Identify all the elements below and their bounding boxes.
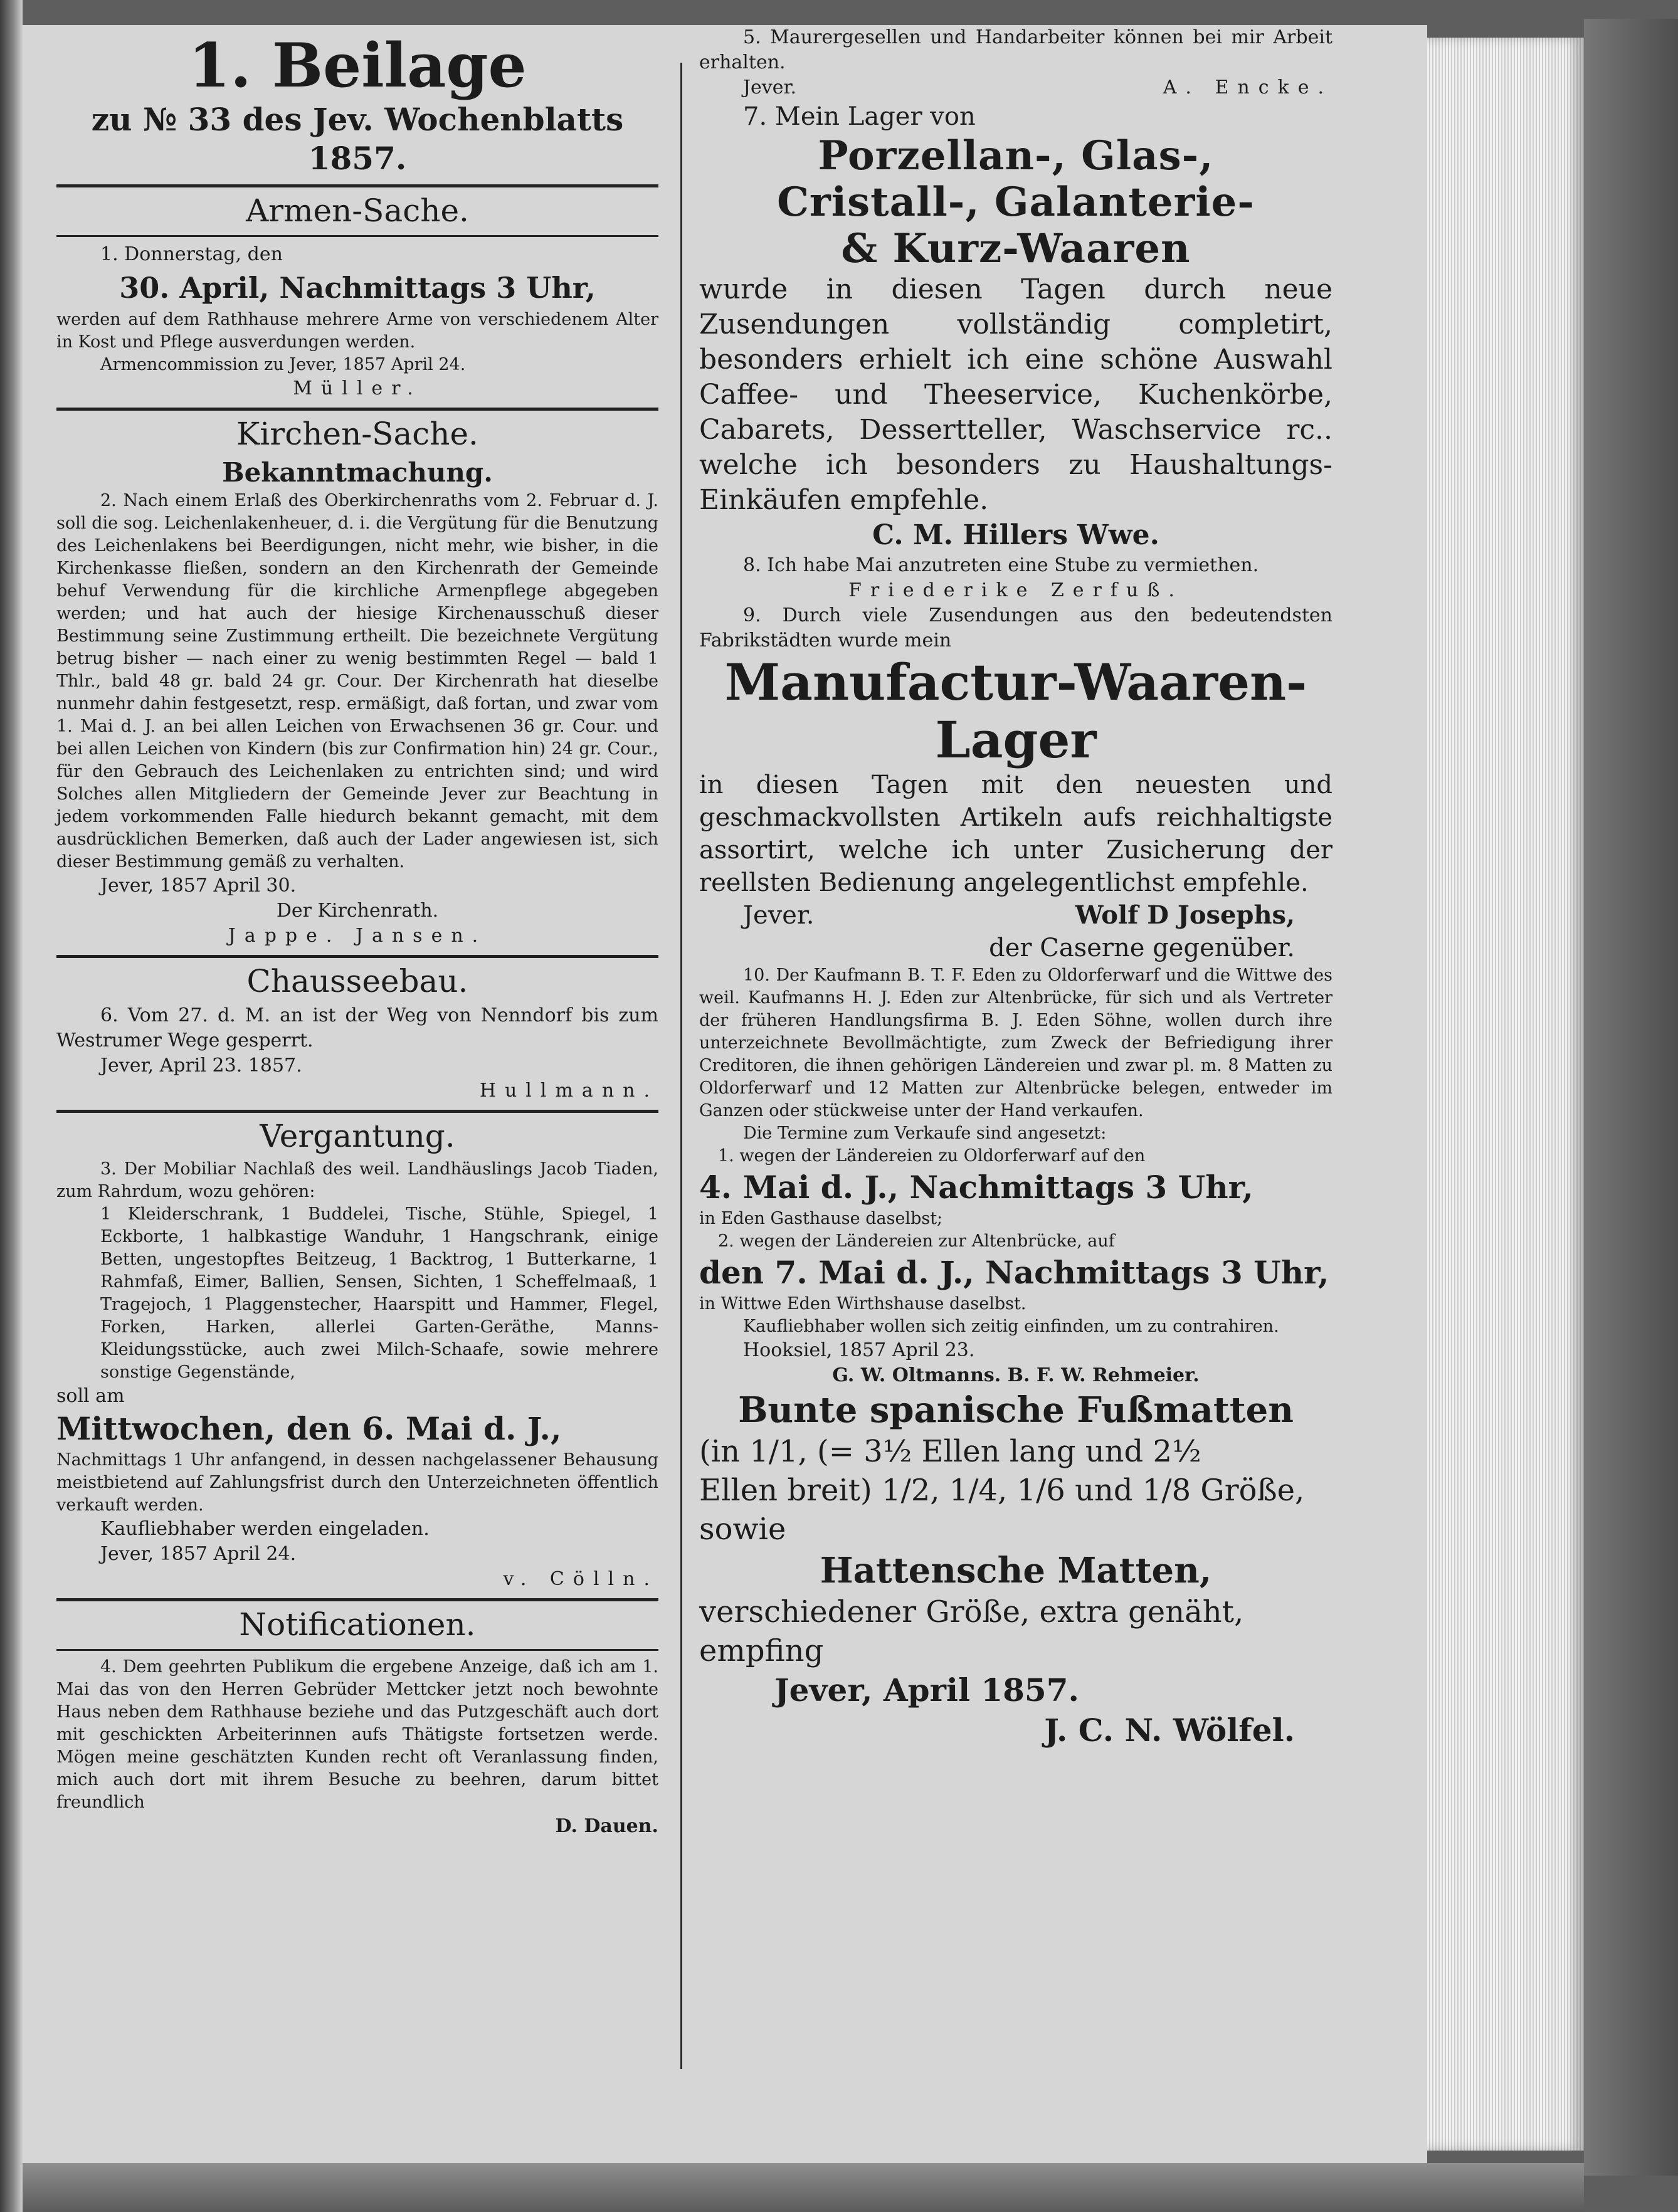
notice-line: Kaufliebhaber wollen sich zeitig einfinden, um zu contrahiren. <box>743 1317 1279 1336</box>
notice-signature-line: der Caserne gegenüber. <box>989 934 1295 962</box>
notice-signature: v. Cölln. <box>503 1568 658 1590</box>
book-cover-edge <box>1584 19 1678 2176</box>
notice-place: Jever, April 1857. <box>774 1672 1079 1709</box>
notice-5 <box>699 25 1332 100</box>
notice-signature: C. M. Hillers Wwe. <box>872 519 1159 551</box>
notice-line: (in 1/1, (= 3½ Ellen lang und 2½ <box>699 1434 1201 1469</box>
book-fore-edge <box>1427 38 1584 2151</box>
divider <box>56 235 658 237</box>
notice-line: Kaufliebhaber werden eingeladen. <box>100 1518 430 1540</box>
notice-9 <box>699 603 1332 964</box>
notice-body: in diesen Tagen mit den neuesten und geschmackvollsten Artikeln aufs reichhaltigste assortirt, welche ich unter Zusicherung der reellsten Bedienung angelegentlichst empfehle. <box>699 771 1332 897</box>
notice-body: 10. Der Kaufmann B. T. F. Eden zu Oldorferwarf und die Wittwe des weil. Kaufmanns H. J. Eden zur Altenbrücke, für sich und als Vertreter der früheren Handlungsfirma B. J. Eden Söhne, wollen durch ihre unterzeichnete Bevollmächtigte, zum Zweck der Befriedigung ihrer Creditoren, die ihnen gehörigen Ländereien und zwar pl. m. 8 Matten zu Oldorferwarf und 12 Matten zur Altenbrücke belegen, entweder im Ganzen oder stückweise unter der Hand verkaufen. <box>699 966 1332 1120</box>
notice-display-line: Porzellan-, Glas-, <box>818 132 1214 179</box>
notice-signature: Wolf D Josephs, <box>1075 900 1295 930</box>
notice-line: soll am <box>56 1385 125 1407</box>
notice-place: Jever, April 23. 1857. <box>100 1055 302 1077</box>
notice-body: 3. Der Mobiliar Nachlaß des weil. Landhäuslings Jacob Tiaden, zum Rahrdum, wozu gehören: <box>56 1159 658 1201</box>
notice-body: 6. Vom 27. d. M. an ist der Weg von Nenndorf bis zum Westrumer Wege gesperrt. <box>56 1004 658 1051</box>
notice-line: empfing <box>699 1633 824 1668</box>
notice-body: 4. Dem geehrten Publikum die ergebene Anzeige, daß ich am 1. Mai das von den Herren Gebrüder Mettcker jetzt noch bewohnte Haus neben dem Rathhause beziehe und das Putzgeschäft auch dort mit geschickten Arbeiterinnen aufs Thätigste fortsetzen werde. Mögen meine geschätzten Kunden recht oft Veranlassung finden, mich auch dort mit ihrem Besuche zu beehren, darum bittet freundlich <box>56 1657 658 1812</box>
section-kirchen <box>56 414 658 949</box>
notice-11 <box>699 1388 1332 1751</box>
notice-body: Nachmittags 1 Uhr anfangend, in dessen nachgelassener Behausung meistbietend auf Zahlungsfrist durch den Unterzeichneten öffentlich verkauft werden. <box>56 1450 658 1515</box>
section-heading: Notificationen. <box>239 1606 476 1643</box>
notice-intro: 7. Mein Lager von <box>743 102 976 131</box>
right-column <box>699 25 1332 1751</box>
notice-date: Mittwochen, den 6. Mai d. J., <box>56 1410 562 1447</box>
left-column <box>56 25 658 1839</box>
divider <box>56 408 658 411</box>
notice-signature: Hullmann. <box>479 1080 658 1102</box>
notice-place: Jever. <box>743 901 815 930</box>
notice-display-line: Lager <box>935 710 1097 769</box>
notice-body: 5. Maurergesellen und Handarbeiter können bei mir Arbeit erhalten. <box>699 26 1332 73</box>
section-heading: Vergantung. <box>260 1118 455 1154</box>
section-chaussee <box>56 962 658 1103</box>
notice-line: Ellen breit) 1/2, 1/4, 1/6 und 1/8 Größe, <box>699 1473 1305 1508</box>
section-notificationen <box>56 1605 658 1839</box>
notice-display-line: & Kurz-Waaren <box>841 225 1191 272</box>
notice-signature: G. W. Oltmanns. B. F. W. Rehmeier. <box>832 1364 1200 1386</box>
column-rule <box>680 63 682 2069</box>
divider <box>56 1649 658 1651</box>
notice-body: wurde in diesen Tagen durch neue Zusendungen vollständig completirt, besonders erhielt ich eine schöne Auswahl Caffee- und Theeservice, Kuchenkörbe, Cabarets, Dessertteller, Waschservice rc.. welche ich besonders zu Haushaltungs-Einkäufen empfehle. <box>699 273 1332 516</box>
book-bottom-edge <box>23 2163 1584 2212</box>
notice-line: sowie <box>699 1512 786 1547</box>
notice-signature: D. Dauen. <box>555 1815 658 1837</box>
notice-signature: Müller. <box>293 377 422 399</box>
book-spine-shadow <box>0 0 23 2212</box>
notice-signature: A. Encke. <box>1163 76 1332 98</box>
divider <box>56 1110 658 1113</box>
notice-place: Jever, 1857 April 30. <box>100 875 297 897</box>
section-heading: Chausseebau. <box>246 963 468 999</box>
notice-line: 1. Donnerstag, den <box>100 243 283 265</box>
section-armen <box>56 191 658 401</box>
notice-body: 2. Nach einem Erlaß des Oberkirchenraths vom 2. Februar d. J. soll die sog. Leichenlakenheuer, d. i. die Vergütung für die Benutzung des Leichenlakens bei Beerdigungen, nicht mehr, wie bisher, in die Kirchenkasse fließen, sondern an den Kirchenrath der Gemeinde behuf Verwendung für die kirchliche Armenpflege abgegeben werden; und hat auch der hiesige Kirchenausschuß dieser Bestimmung seine Zustimmung ertheilt. Die bezeichnete Vergütung betrug bisher — nach einer zu wenig bestimmten Regel — bald 1 Thlr., bald 48 gr. bald 24 gr. Cour. Der Kirchenrath hat dieselbe nunmehr dahin festgesetzt, resp. ermäßigt, daß fortan, und zwar vom 1. Mai d. J. an bei allen Leichen von Erwachsenen 36 gr. Cour. und bei allen Leichen von Kindern (bis zur Confirmation hin) 24 gr. Cour., für den Gebrauch des Leichenlaken zu entrichten sind; und wird Solches allen Mitgliedern der Gemeinde Jever zur Beachtung in jedem vorkommenden Falle hiedurch bekannt gemacht, mit dem ausdrücklichen Bemerken, daß auch der Lader angewiesen ist, sich dieser Bestimmung gemäß zu verhalten. <box>56 491 658 872</box>
notice-body: 8. Ich habe Mai anzutreten eine Stube zu vermiethen. <box>743 554 1259 576</box>
notice-line: in Eden Gasthause daselbst; <box>699 1209 943 1228</box>
section-vergantung <box>56 1117 658 1592</box>
notice-line: 1. wegen der Ländereien zu Oldorferwarf auf den <box>718 1146 1146 1166</box>
notice-line: 2. wegen der Ländereien zur Altenbrücke, auf <box>718 1231 1115 1251</box>
divider <box>56 1598 658 1601</box>
notice-footer <box>699 899 1332 932</box>
section-heading: Armen-Sache. <box>246 192 469 229</box>
notice-display-line: Cristall-, Galanterie- <box>777 179 1255 226</box>
notice-date: 4. Mai d. J., Nachmittags 3 Uhr, <box>699 1169 1253 1206</box>
notice-display-line: Bunte spanische Fußmatten <box>738 1389 1294 1431</box>
masthead-subtitle: zu № 33 des Jev. Wochenblatts 1857. <box>91 101 624 177</box>
notice-display-line: Hattensche Matten, <box>820 1550 1212 1591</box>
divider <box>56 955 658 958</box>
masthead <box>56 31 658 178</box>
notice-line: Die Termine zum Verkaufe sind angesetzt: <box>743 1124 1107 1143</box>
notice-line: verschiedener Größe, extra genäht, <box>699 1594 1244 1630</box>
section-heading: Kirchen-Sache. <box>236 416 478 452</box>
divider <box>56 184 658 187</box>
notice-place: Jever. <box>743 76 797 98</box>
section-subheading: Bekanntmachung. <box>222 457 493 488</box>
notice-place: Hooksiel, 1857 April 23. <box>743 1339 975 1361</box>
notice-body: werden auf dem Rathhause mehrere Arme von verschiedenem Alter in Kost und Pflege ausverdungen werden. <box>56 310 658 352</box>
notice-signature: Friederike Zerfuß. <box>848 579 1183 601</box>
notice-date: den 7. Mai d. J., Nachmittags 3 Uhr, <box>699 1254 1329 1291</box>
notice-signature: Jappe. Jansen. <box>228 925 487 947</box>
notice-date: 30. April, Nachmittags 3 Uhr, <box>119 271 596 305</box>
notice-signature: Der Kirchenrath. <box>276 900 439 922</box>
notice-footer <box>699 75 1332 100</box>
notice-signature: J. C. N. Wölfel. <box>1044 1712 1295 1749</box>
masthead-title: 1. Beilage <box>188 30 527 101</box>
notice-place: Armencommission zu Jever, 1857 April 24. <box>100 355 466 374</box>
notice-7 <box>699 100 1332 553</box>
notice-items: 1 Kleiderschrank, 1 Buddelei, Tische, Stühle, Spiegel, 1 Eckborte, 1 halbkastige Wanduhr, 1 Hangschrank, einige Betten, ungestopftes Beitzeug, 1 Backtrog, 1 Butterkarne, 1 Rahmfaß, Eimer, Ballien, Sensen, Sichten, 1 Scheffelmaaß, 1 Tragejoch, 1 Plaggenstecher, Haarspitt und Hammer, Flegel, Forken, Harken, allerlei Garten-Geräthe, Manns-Kleidungsstücke, auch zwei Milch-Schaafe, sowie mehrere sonstige Gegenstände, <box>100 1204 658 1382</box>
notice-display-line: Manufactur-Waaren- <box>724 653 1307 712</box>
notice-intro: 9. Durch viele Zusendungen aus den bedeutendsten Fabrikstädten wurde mein <box>699 604 1332 651</box>
notice-line: in Wittwe Eden Wirthshause daselbst. <box>699 1294 1026 1314</box>
notice-10 <box>699 964 1332 1388</box>
notice-place: Jever, 1857 April 24. <box>100 1543 297 1565</box>
notice-8 <box>699 553 1332 603</box>
